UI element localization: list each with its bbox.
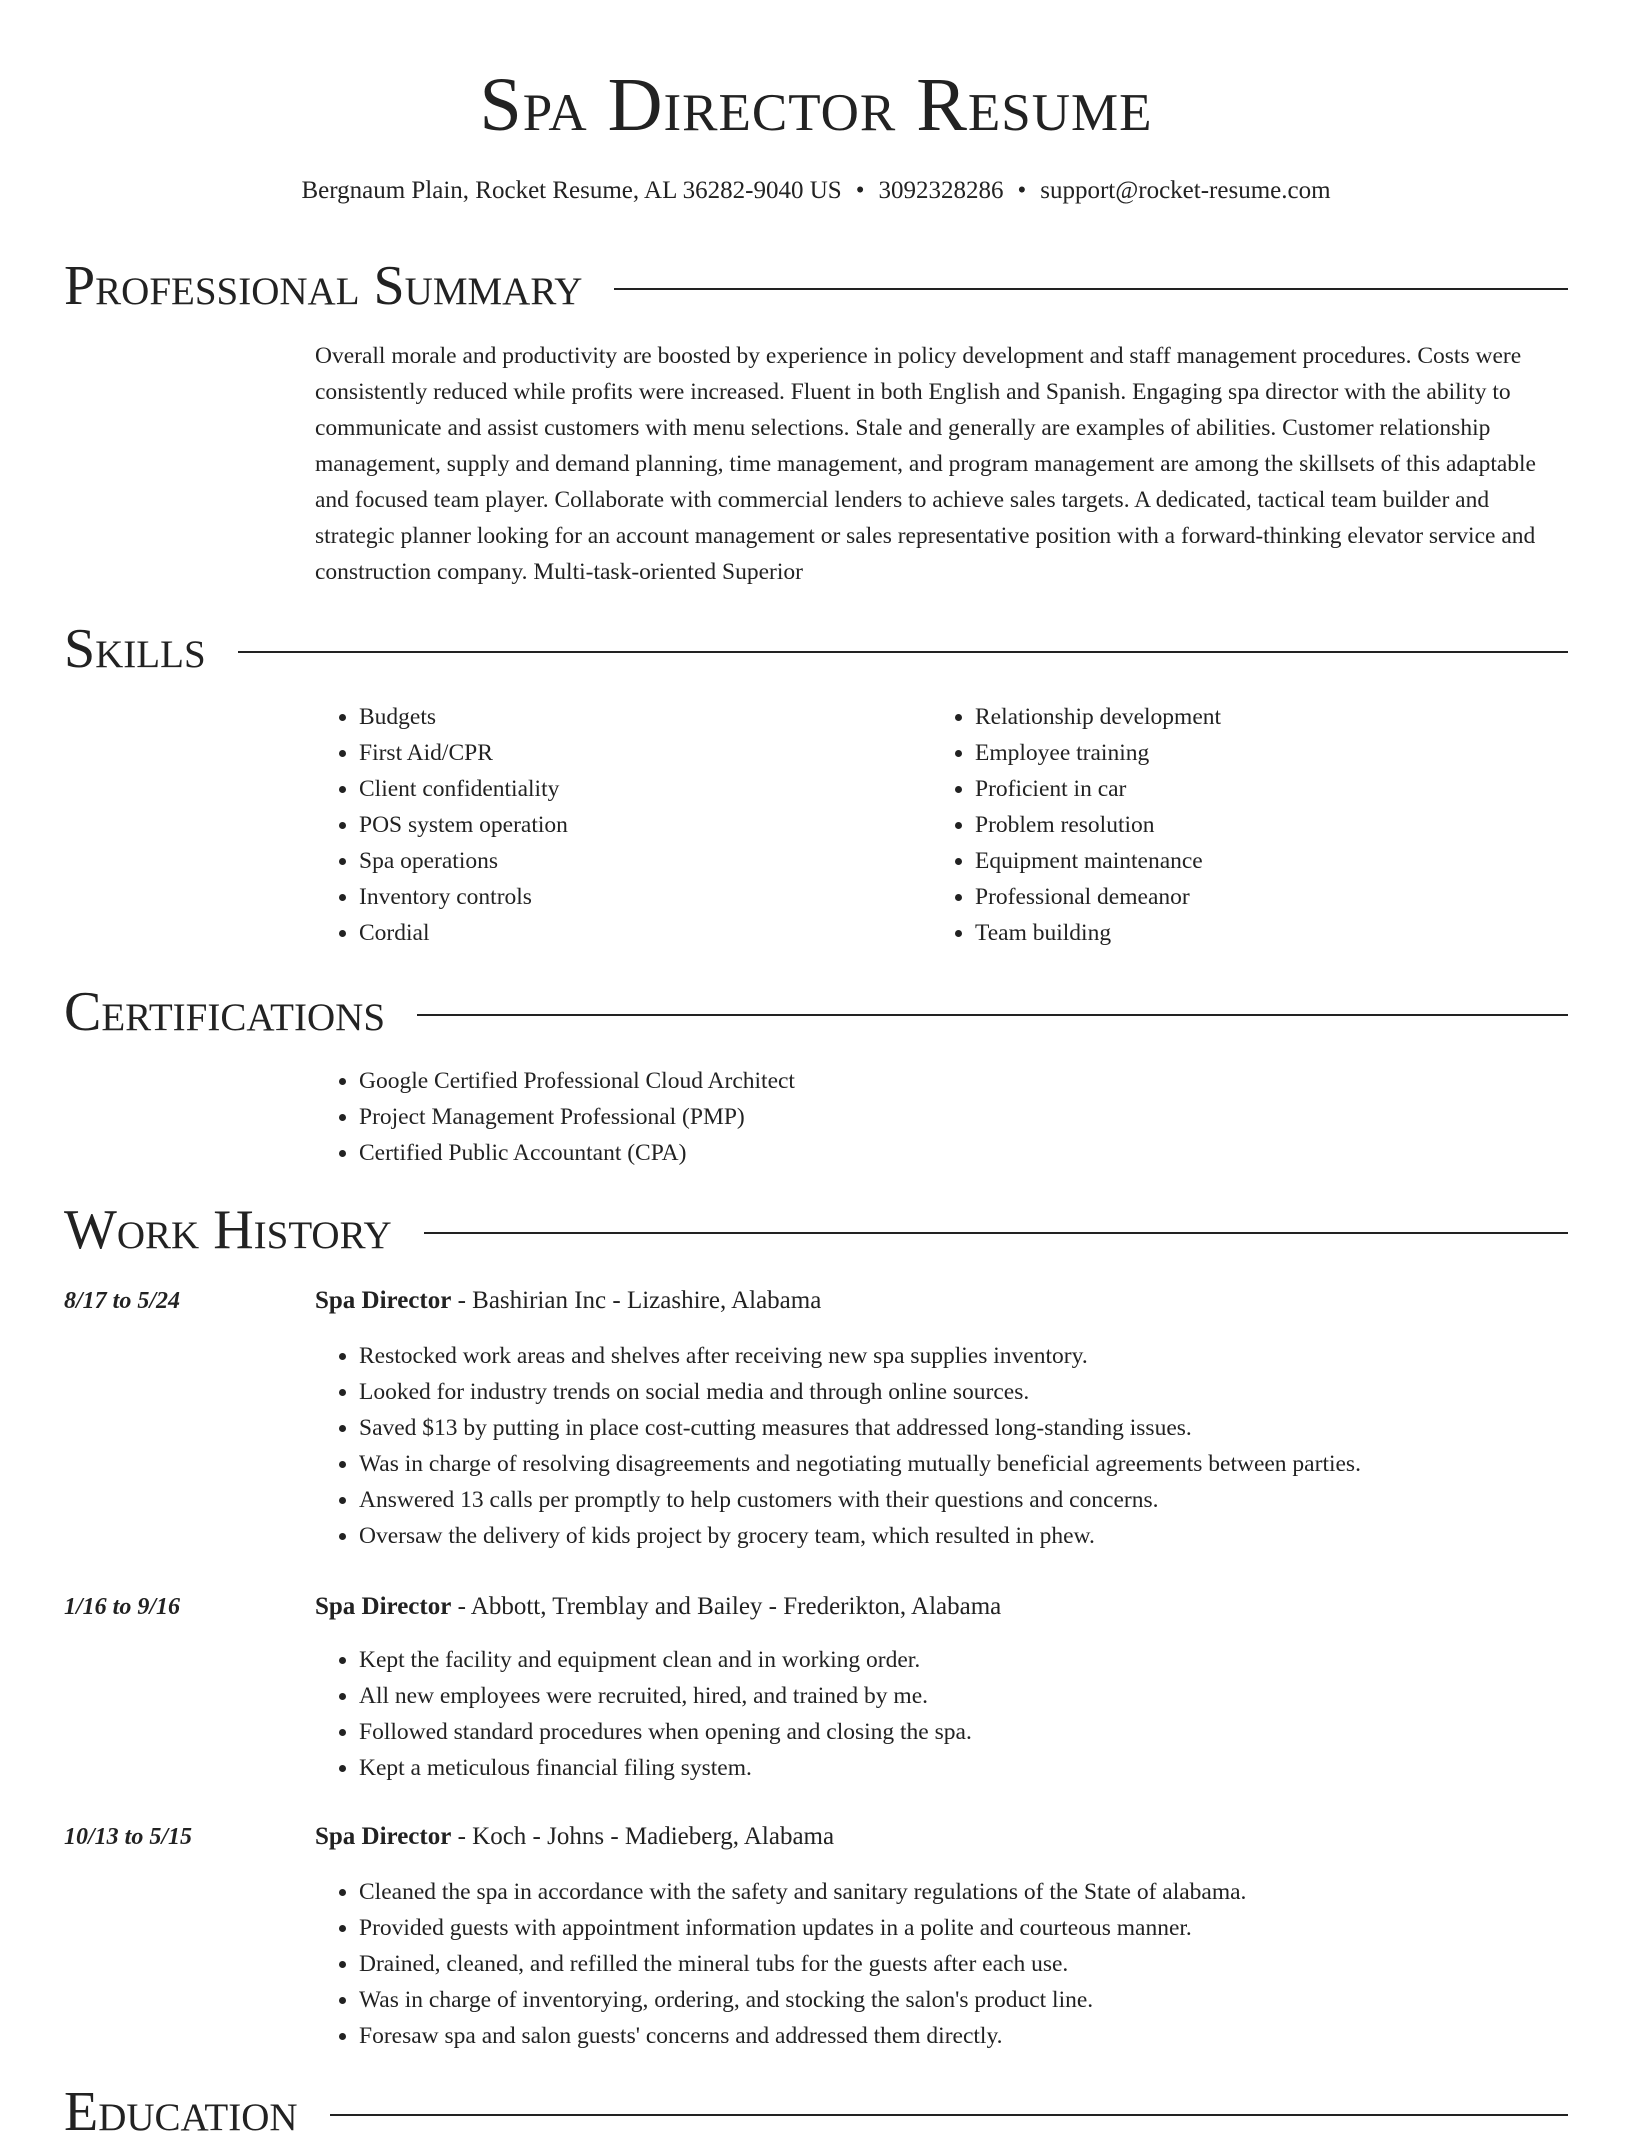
section-work-history (64, 1198, 1568, 1262)
section-divider (417, 1014, 1568, 1016)
section-heading: Education (64, 2081, 298, 2143)
skill-item: • Budgets (359, 699, 919, 735)
job-bullet: • Answered 13 calls per promptly to help customers with their questions and concerns. (359, 1482, 1361, 1518)
job-bullets (315, 1642, 972, 1786)
contact-line (0, 174, 1632, 208)
section-skills (64, 617, 1568, 681)
skill-item: • Employee training (975, 735, 1575, 771)
skill-item: • Client confidentiality (359, 771, 919, 807)
job-bullet: • All new employees were recruited, hired, and trained by me. (359, 1678, 972, 1714)
section-heading: Skills (64, 618, 206, 680)
job-heading (315, 1820, 834, 1854)
job-dates: 1/16 to 9/16 (64, 1594, 181, 1620)
job-heading (315, 1284, 821, 1318)
job-bullet: • Oversaw the delivery of kids project by grocery team, which resulted in phew. (359, 1518, 1361, 1554)
job-bullet: • Provided guests with appointment information updates in a polite and courteous manner. (359, 1910, 1246, 1946)
section-education (64, 2080, 1568, 2144)
section-divider (238, 651, 1568, 653)
certification-item: • Project Management Professional (PMP) (359, 1099, 795, 1135)
contact-separator: • (1017, 177, 1027, 204)
summary-text: Overall morale and productivity are boosted by experience in policy development and staff management procedures. Costs were consistently reduced while profits were increased. Fluent in both English and Spanish. Engaging spa director with the ability to communicate and assist customers with menu selections. Stale and generally are examples of abilities. Customer relationship management, supply and demand planning, time management, and program management are among the skillsets of this adaptable and focused team player. Collaborate with commercial lenders to achieve sales targets. A dedicated, tactical team builder and strategic planner looking for an account management or sales representative position with a forward-thinking elevator service and construction company. Multi-task-oriented Superior (315, 343, 1536, 585)
skill-item: • Equipment maintenance (975, 843, 1575, 879)
resume-title: Spa Director Resume (479, 63, 1153, 147)
skill-item: • Inventory controls (359, 879, 919, 915)
section-certifications (64, 980, 1568, 1044)
skill-item: • Team building (975, 915, 1575, 951)
job-dates: 10/13 to 5/15 (64, 1824, 193, 1850)
section-heading: Professional Summary (64, 255, 583, 317)
job-bullets (315, 1338, 1361, 1554)
job-bullet: • Was in charge of resolving disagreements and negotiating mutually beneficial agreements between parties. (359, 1446, 1361, 1482)
job-bullet: • Looked for industry trends on social media and through online sources. (359, 1374, 1361, 1410)
certifications-list (315, 1063, 795, 1171)
skill-item: • POS system operation (359, 807, 919, 843)
job-bullet: • Was in charge of inventorying, ordering, and stocking the salon's product line. (359, 1982, 1246, 2018)
contact-separator: • (855, 177, 865, 204)
skill-item: • Problem resolution (975, 807, 1575, 843)
job-bullet: • Restocked work areas and shelves after receiving new spa supplies inventory. (359, 1338, 1361, 1374)
skill-item: • Proficient in car (975, 771, 1575, 807)
contact-phone: 3092328286 (878, 177, 1004, 204)
job-bullet: • Followed standard procedures when opening and closing the spa. (359, 1714, 972, 1750)
section-heading: Certifications (64, 981, 386, 1043)
job-title: Spa Director (315, 1593, 452, 1620)
certification-item: • Certified Public Accountant (CPA) (359, 1135, 795, 1171)
section-heading: Work History (64, 1199, 392, 1261)
skill-item: • Cordial (359, 915, 919, 951)
certification-item: • Google Certified Professional Cloud Architect (359, 1063, 795, 1099)
job-heading (315, 1590, 1001, 1624)
section-divider (614, 288, 1568, 290)
contact-address: Bergnaum Plain, Rocket Resume, AL 36282-9040 US (301, 177, 842, 204)
section-divider (330, 2114, 1568, 2116)
job-details: - Bashirian Inc - Lizashire, Alabama (451, 1287, 822, 1314)
skill-item: • Spa operations (359, 843, 919, 879)
job-bullets (315, 1874, 1246, 2054)
skills-list-right (931, 699, 1575, 951)
job-bullet: • Drained, cleaned, and refilled the mineral tubs for the guests after each use. (359, 1946, 1246, 1982)
skill-item: • First Aid/CPR (359, 735, 919, 771)
job-details: - Abbott, Tremblay and Bailey - Frederikton, Alabama (451, 1593, 1002, 1620)
job-dates: 8/17 to 5/24 (64, 1288, 181, 1314)
job-bullet: • Kept the facility and equipment clean and in working order. (359, 1642, 972, 1678)
job-bullet: • Kept a meticulous financial filing system. (359, 1750, 972, 1786)
skills-list-left (315, 699, 919, 951)
job-bullet: • Foresaw spa and salon guests' concerns and addressed them directly. (359, 2018, 1246, 2054)
job-title: Spa Director (315, 1287, 452, 1314)
contact-email: support@rocket-resume.com (1040, 177, 1331, 204)
job-bullet: • Saved $13 by putting in place cost-cutting measures that addressed long-standing issues. (359, 1410, 1361, 1446)
skill-item: • Relationship development (975, 699, 1575, 735)
job-details: - Koch - Johns - Madieberg, Alabama (451, 1823, 835, 1850)
section-professional-summary (64, 254, 1568, 318)
section-divider (424, 1232, 1568, 1234)
job-title: Spa Director (315, 1823, 452, 1850)
job-bullet: • Cleaned the spa in accordance with the safety and sanitary regulations of the State of alabama. (359, 1874, 1246, 1910)
skill-item: • Professional demeanor (975, 879, 1575, 915)
